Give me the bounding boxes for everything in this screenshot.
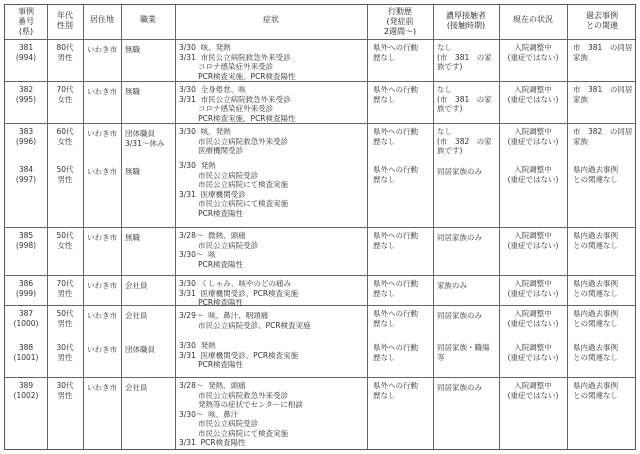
row-divider [5,275,635,276]
row-divider [5,81,635,82]
residence: いわき市 [87,167,117,176]
current-status: 入院調整中 (重症ではない) [507,381,559,400]
close-contacts: 家族のみ [437,281,467,290]
occupation: 会社員 [125,383,148,392]
symptoms: 3/30 発熱 市民公立病院受診 市民公立病院にて検査実施 3/31 医療機関受診 市民公立病院にて検査実施 PCR検査陽性 [179,161,289,218]
age-sex: 30代 男性 [56,343,74,362]
activity-history: 県外への行動 歴なし [373,43,418,62]
header-residence: 居住地 [90,15,114,24]
activity-history: 県外への行動 歴なし [373,279,418,298]
occupation: 会社員 [125,311,148,320]
case-number: 389 (1002) [13,381,39,400]
close-contacts: なし (市 381 の家 族です) [437,85,492,113]
age-sex: 50代 男性 [56,309,74,328]
activity-history: 県外への行動 歴なし [373,165,418,184]
case-table [4,4,636,450]
current-status: 入院調整中 (重症ではない) [507,231,559,250]
symptoms: 3/28～ 発熱、頭痛 市民公立病院救急外来受診 発熱等の症状でセンターに相談 3/30～ 咳、鼻汁 市民公立病院受診 市民公立病院にて検査実施 3/31 PCR検査陽性 [179,381,303,447]
close-contacts: 同居家族のみ [437,233,482,242]
header-age-sex: 年代 性別 [57,11,73,30]
relation: 県内過去事例 との関連なし [573,231,618,250]
symptoms: 3/30 発熱 3/31 医療機関受診、PCR検査実施 PCR検査陽性 [179,341,299,369]
case-number: 381 (994) [15,43,37,62]
header-relation: 過去事例 との関連 [586,11,618,30]
relation: 市 381 の同居 家族 [573,85,633,104]
age-sex: 70代 男性 [56,279,74,298]
residence: いわき市 [87,129,117,138]
row-divider [5,39,635,40]
header-current-status: 現在の状況 [513,15,553,24]
relation: 県内過去事例 との関連なし [573,381,618,400]
residence: いわき市 [87,281,117,290]
case-number: 385 (998) [15,231,37,250]
symptoms: 3/30 全身倦怠、咳 3/31 市民公立病院救急外来受診 コロナ感染症外来受診 PCR検査実施、PCR検査陽性 [179,85,296,123]
current-status: 入院調整中 (重症ではない) [507,343,559,362]
residence: いわき市 [87,345,117,354]
occupation: 無職 [125,233,140,242]
header-case-no: 事例 番号 (県) [18,7,34,36]
age-sex: 50代 男性 [56,165,74,184]
residence: いわき市 [87,311,117,320]
age-sex: 70代 女性 [56,85,74,104]
header-close-contacts: 濃厚接触者 (接触時期) [446,11,486,30]
residence: いわき市 [87,233,117,242]
residence: いわき市 [87,87,117,96]
relation: 市 381 の同居 家族 [573,43,633,62]
relation: 県内過去事例 との関連なし [573,279,618,298]
occupation: 無職 [125,167,140,176]
relation: 県内過去事例 との関連なし [573,343,618,362]
current-status: 入院調整中 (重症ではない) [507,279,559,298]
activity-history: 県外への行動 歴なし [373,85,418,104]
relation: 市 382 の同居 家族 [573,127,633,146]
current-status: 入院調整中 (重症ではない) [507,127,559,146]
relation: 県内過去事例 との関連なし [573,309,618,328]
activity-history: 県外への行動 歴なし [373,343,418,362]
symptoms: 3/30 咳、発熱 3/31 市民公立病院救急外来受診 コロナ感染症外来受診 PCR検査実施、PCR検査陽性 [179,43,296,81]
close-contacts: 同居家族のみ [437,383,482,392]
close-contacts: なし (市 382 の家 族です) [437,127,492,155]
header-occupation: 職業 [140,15,156,24]
header-symptoms: 症状 [263,15,279,24]
residence: いわき市 [87,383,117,392]
age-sex: 80代 男性 [56,43,74,62]
row-divider [5,123,635,124]
symptoms: 3/30 咳、発熱 市民公立病院救急外来受診 医療機関受診 [179,127,289,155]
symptoms: 3/29～ 咳、鼻汁、咽頭痛 市民公立病院受診、PCR検査実施 [179,311,311,330]
age-sex: 50代 女性 [56,231,74,250]
close-contacts: 同居家族のみ [437,167,482,176]
case-number: 382 (995) [15,85,37,104]
case-number: 387 (1000) [13,309,39,328]
header-activity: 行動歴 (発症前 2週間～) [383,7,417,36]
age-sex: 30代 男性 [56,381,74,400]
current-status: 入院調整中 (重症ではない) [507,43,559,62]
current-status: 入院調整中 (重症ではない) [507,165,559,184]
case-number: 386 (999) [15,279,37,298]
relation: 県内過去事例 との関連なし [573,165,618,184]
occupation: 無職 [125,45,140,54]
occupation: 会社員 [125,281,148,290]
residence: いわき市 [87,45,117,54]
occupation: 団体職員 [125,345,155,354]
symptoms: 3/30 くしゃみ、咳やのどの痛み 3/31 医療機関受診、PCR検査実施 PCR検査陽性 [179,279,299,307]
activity-history: 県外への行動 歴なし [373,381,418,400]
close-contacts: なし (市 381 の家 族です) [437,43,492,71]
occupation: 無職 [125,87,140,96]
case-number: 384 (997) [15,165,37,184]
age-sex: 60代 女性 [56,127,74,146]
close-contacts: 同居家族のみ [437,311,482,320]
close-contacts: 同居家族・職場 等 [437,343,490,362]
row-divider [5,377,635,378]
occupation: 団体職員 3/31～休み [125,129,165,148]
symptoms: 3/28～ 微熱、頭痛 市民公立病院受診 3/30～ 咳 PCR検査陽性 [179,231,259,269]
case-number: 388 (1001) [13,343,39,362]
activity-history: 県外への行動 歴なし [373,309,418,328]
row-divider [5,227,635,228]
activity-history: 県外への行動 歴なし [373,127,418,146]
current-status: 入院調整中 (重症ではない) [507,85,559,104]
activity-history: 県外への行動 歴なし [373,231,418,250]
current-status: 入院調整中 (重症ではない) [507,309,559,328]
case-number: 383 (996) [15,127,37,146]
